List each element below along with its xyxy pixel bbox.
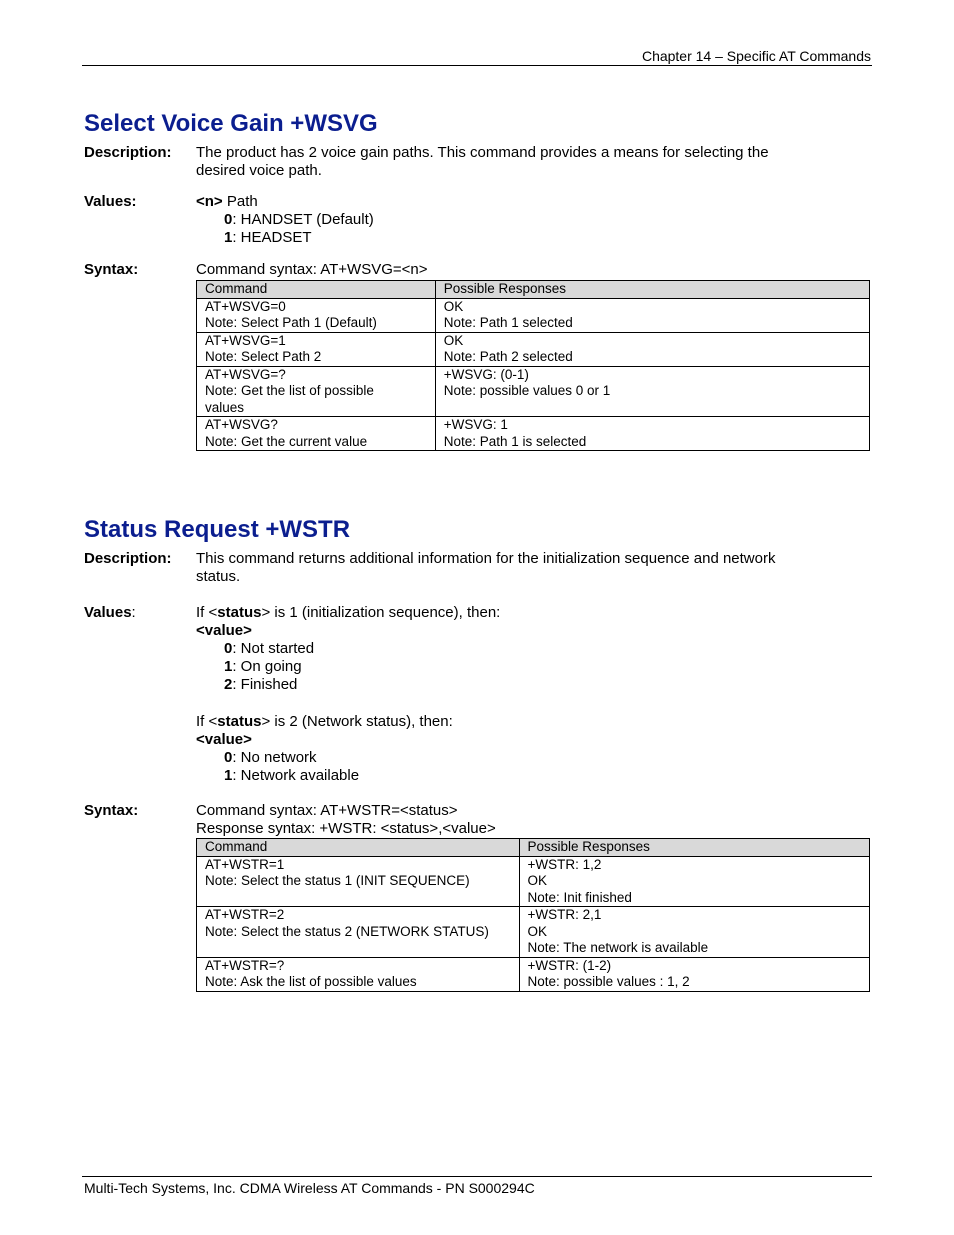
description-label: Description:: [84, 550, 172, 567]
command-cell: AT+WSTR=2 Note: Select the status 2 (NETWORK STATUS): [197, 907, 520, 958]
response-cell: OK Note: Path 1 selected: [435, 298, 869, 332]
wsvg-command-table: [196, 280, 870, 451]
command-cell: AT+WSVG=1 Note: Select Path 2: [197, 332, 436, 366]
table-header-row: [197, 839, 870, 857]
syntax-lines: [196, 802, 496, 838]
value-item: 2: Finished: [224, 676, 298, 693]
param-line: [196, 193, 258, 211]
page-footer: Multi-Tech Systems, Inc. CDMA Wireless AT Commands - PN S000294C: [84, 1180, 535, 1196]
syntax-line: Response syntax: +WSTR: <status>,<value>: [196, 820, 496, 837]
value-code: 0: [224, 211, 233, 228]
table-row: [197, 856, 870, 907]
table-header-row: [197, 281, 870, 299]
command-cell: AT+WSVG=0 Note: Select Path 1 (Default): [197, 298, 436, 332]
description-line: status.: [196, 568, 241, 585]
column-header: Possible Responses: [435, 281, 869, 299]
column-header: Command: [197, 839, 520, 857]
value-item: [224, 229, 312, 246]
status-1-condition: If <status> is 1 (initialization sequence), then:: [196, 604, 501, 621]
value-text: : HANDSET (Default): [232, 211, 374, 228]
syntax-line: Command syntax: AT+WSVG=<n>: [196, 261, 428, 278]
response-cell: +WSTR: (1-2) Note: possible values : 1, 2: [519, 957, 869, 991]
response-cell: +WSTR: 2,1 OK Note: The network is available: [519, 907, 869, 958]
table-row: [197, 957, 870, 991]
table-row: [197, 366, 870, 417]
footer-rule: [82, 1176, 872, 1177]
value-label: <value>: [196, 731, 252, 748]
table-row: [197, 417, 870, 451]
description-line: desired voice path.: [196, 162, 322, 179]
wstr-command-table: [196, 838, 870, 992]
status-2-condition: If <status> is 2 (Network status), then:: [196, 713, 453, 730]
value-label: <value>: [196, 622, 252, 639]
response-cell: +WSVG: 1 Note: Path 1 is selected: [435, 417, 869, 451]
table-row: [197, 907, 870, 958]
description-label: Description:: [84, 144, 172, 161]
value-item: 0: No network: [224, 749, 317, 766]
syntax-line: Command syntax: AT+WSTR=<status>: [196, 802, 458, 819]
value-item: 0: Not started: [224, 640, 315, 657]
value-item: [224, 211, 374, 228]
header-rule: [82, 65, 872, 66]
table-row: [197, 332, 870, 366]
column-header: Possible Responses: [519, 839, 869, 857]
response-cell: +WSTR: 1,2 OK Note: Init finished: [519, 856, 869, 907]
section-title-wsvg: Select Voice Gain +WSVG: [84, 110, 378, 137]
syntax-label: Syntax:: [84, 802, 139, 819]
page-header: Chapter 14 – Specific AT Commands: [641, 48, 871, 64]
section-title-wstr: Status Request +WSTR: [84, 516, 351, 543]
values-label: Values:: [84, 193, 137, 210]
command-cell: AT+WSVG=? Note: Get the list of possible values: [197, 366, 436, 417]
param-desc: Path: [222, 193, 258, 210]
value-code: 1: [224, 229, 233, 246]
description-line: This command returns additional information for the initialization sequence and network: [196, 550, 776, 567]
value-item: 1: On going: [224, 658, 302, 675]
description-line: The product has 2 voice gain paths. This command provides a means for selecting the: [196, 144, 769, 161]
syntax-label: Syntax:: [84, 261, 139, 278]
column-header: Command: [197, 281, 436, 299]
value-item: 1: Network available: [224, 767, 360, 784]
command-cell: AT+WSTR=1 Note: Select the status 1 (INIT SEQUENCE): [197, 856, 520, 907]
description-text: [196, 144, 769, 180]
table-row: [197, 298, 870, 332]
response-cell: +WSVG: (0-1) Note: possible values 0 or 1: [435, 366, 869, 417]
response-cell: OK Note: Path 2 selected: [435, 332, 869, 366]
value-text: : HEADSET: [232, 229, 312, 246]
values-label: Values:: [84, 604, 136, 621]
command-cell: AT+WSTR=? Note: Ask the list of possible values: [197, 957, 520, 991]
param-name: <n>: [196, 193, 223, 210]
command-cell: AT+WSVG? Note: Get the current value: [197, 417, 436, 451]
description-text: [196, 550, 775, 586]
